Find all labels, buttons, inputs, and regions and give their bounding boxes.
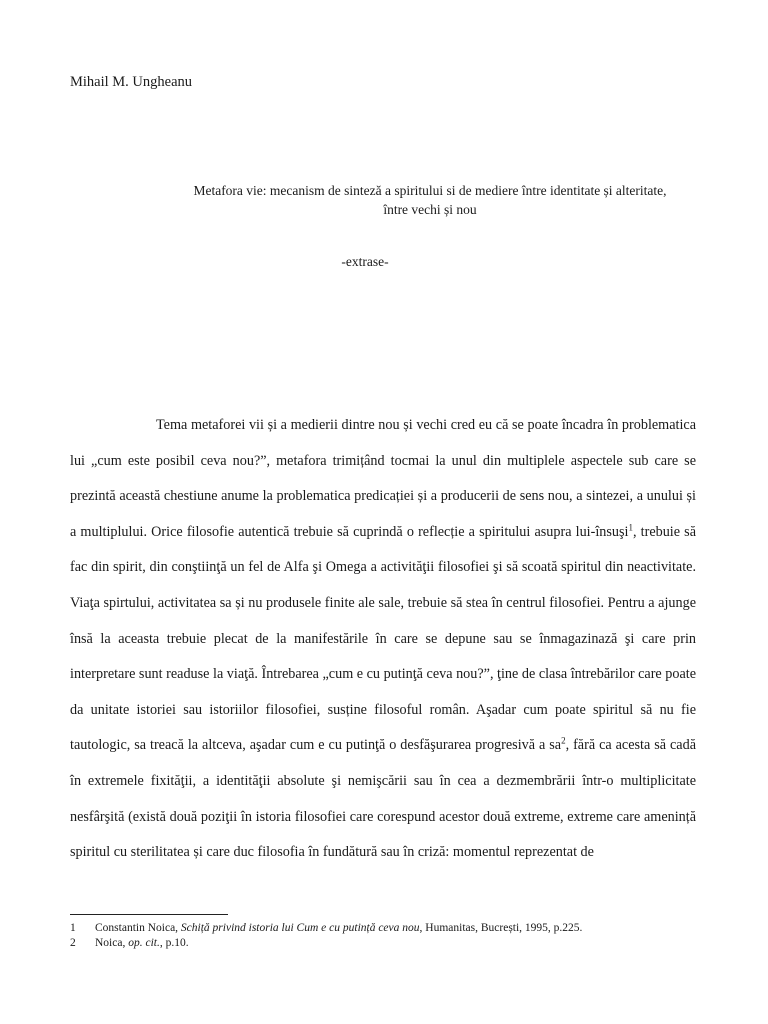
title-line-2: între vechi și nou xyxy=(383,202,477,217)
footnote-reference-1[interactable]: 1 xyxy=(628,522,633,533)
document-title xyxy=(120,181,740,219)
paragraph-text-part-2: , trebuie să fac din spirit, din conştiinţă un fel de Alfa şi Omega a activităţii filosofiei şi să scoată spiritul din neactivitate. Viaţa spirtului, activitatea sa și nu produsele finite ale sale, trebuie să stea în centrul filosofiei. Pentru a ajunge însă la aceasta trebuie plecat de la manifestările în care se depune sau se înmagazinază şi care prin interpretare sunt readuse la viaţă. Întrebarea „cum e cu putinţă ceva nou?”, ţine de clasa întrebărilor care poate da unitate istoriei sau istoriilor filosofiei, susține filosoful român. Aşadar cum poate spiritul să nu fie tautologic, sa treacă la altceva, aşadar cum e cu putinţă o desfăşurarea progresivă a sa xyxy=(70,523,696,754)
document-subtitle: -extrase- xyxy=(341,254,389,269)
footnote-text xyxy=(95,921,582,936)
footnote-text xyxy=(95,936,189,951)
footnote-2 xyxy=(70,936,710,951)
footnote-text-after: , Humanitas, Bucrești, 1995, p.225. xyxy=(419,922,583,934)
footnote-text-before: Noica, xyxy=(95,937,129,949)
footnote-text-before: Constantin Noica, xyxy=(95,922,181,934)
footnote-separator xyxy=(70,914,228,915)
footnote-number: 1 xyxy=(70,922,76,934)
body-paragraph xyxy=(70,408,696,871)
footnotes xyxy=(70,921,710,951)
footnote-number: 2 xyxy=(70,937,76,949)
footnote-book-title: Schiță privind istoria lui Cum e cu putință ceva nou xyxy=(180,922,420,934)
paragraph-text-part-1: Tema metaforei vii și a medierii dintre nou și vechi cred eu că se poate încadra în problematica lui „cum este posibil ceva nou?”, metafora trimițând tocmai la unul din multiplele aspectele sub care se prezintă această chestiune anume la problematica predicației și a producerii de sens nou, a sintezei, a unului și a multiplului. Orice filosofie autentică trebuie să cuprindă o reflecție a spiritului asupra lui-însuşi xyxy=(70,417,696,540)
footnote-citation: op. cit. xyxy=(128,937,160,949)
footnote-1 xyxy=(70,921,710,936)
footnote-reference-2[interactable]: 2 xyxy=(561,735,566,746)
paragraph-text-part-3: , fără ca acesta să cadă în extremele fixităţii, a identităţii absolute şi nemişcării sau în cea a dezmembrării într-o multiplicitate nesfârşită (există două poziţii în istoria filosofiei care corespund acestor două extreme, extreme care amenință spiritul cu sterilitatea și care duc filosofia în fundătură sau în criză: momentul reprezentat de xyxy=(70,737,696,861)
footnote-text-after: , p.10. xyxy=(159,937,189,949)
author-name: Mihail M. Ungheanu xyxy=(70,74,193,90)
title-line-1: Metafora vie: mecanism de sinteză a spiritului si de mediere între identitate și alteritate, xyxy=(193,183,667,198)
